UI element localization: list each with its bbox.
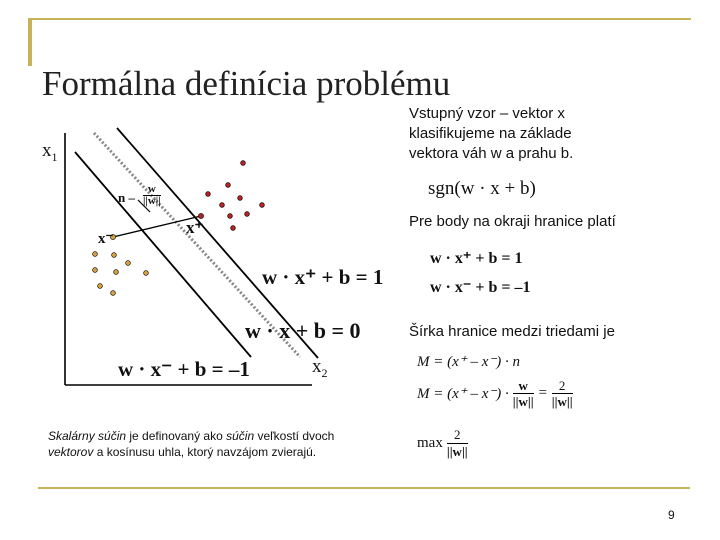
two-over-norm-fraction: $\frac{2}{||w||}$ [551,378,573,409]
negative-point [112,253,117,258]
negative-point [93,252,98,257]
positive-point [245,212,250,217]
sgn-formula: sgn(w · x + b) [428,178,536,199]
positive-point [238,196,243,201]
border-heading: Pre body na okraji hranice platí [409,213,616,230]
normal-label: n – [118,190,135,205]
border-equation-plus: w · x⁺ + b = 1 [430,250,523,267]
x-minus-label: x⁻ [98,231,114,247]
w-unit-fraction: $\frac{w}{||w||}$ [512,378,534,409]
positive-point [241,161,246,166]
negative-point [114,270,119,275]
max-expression: max 2 ||w|| [417,427,468,459]
negative-point [126,261,131,266]
margin-equation-1: M = (x⁺ – x⁻) · n [417,354,521,370]
margin-equation-2: M = (x⁺ – x⁻) · $\frac{w}{||w||}$ = $\frac{2}{||w||}$ [417,378,573,409]
max-fraction: 2 ||w|| [446,427,468,459]
positive-point [231,226,236,231]
x-plus-label: x⁺ [186,218,204,237]
page-number: 9 [668,508,675,522]
border-equation-minus: w · x⁻ + b = –1 [430,279,531,296]
negative-point [93,268,98,273]
upper-margin-equation: w · x⁺ + b = 1 [262,265,384,289]
positive-point [226,183,231,188]
negative-point [111,291,116,296]
axis-x2-label: $x_2$ [312,356,328,380]
negative-point [98,284,103,289]
lower-margin-equation: w · x⁻ + b = –1 [118,357,250,381]
negative-point [144,271,149,276]
positive-point [206,192,211,197]
margin-heading: Šírka hranice medzi triedami je [409,323,615,340]
unit-w-fraction: w ||w|| [143,183,161,207]
boundary-equation: w · x + b = 0 [245,318,361,343]
positive-point [260,203,265,208]
axis-x1-label: $x_1$ [42,140,58,164]
slide-title: Formálna definícia problému [42,64,451,103]
positive-point [220,203,225,208]
positive-point [228,214,233,219]
caption-note: Skalárny súčin je definovaný ako súčin veľkostí dvoch vektorov a kosínusu uhla, ktorý navzájom zvierajú. [48,429,335,459]
intro-text: Vstupný vzor – vektor x klasifikujeme na základe vektora váh w a prahu b. [409,105,574,162]
positive-points [198,161,264,231]
upper-margin-line [75,152,251,357]
